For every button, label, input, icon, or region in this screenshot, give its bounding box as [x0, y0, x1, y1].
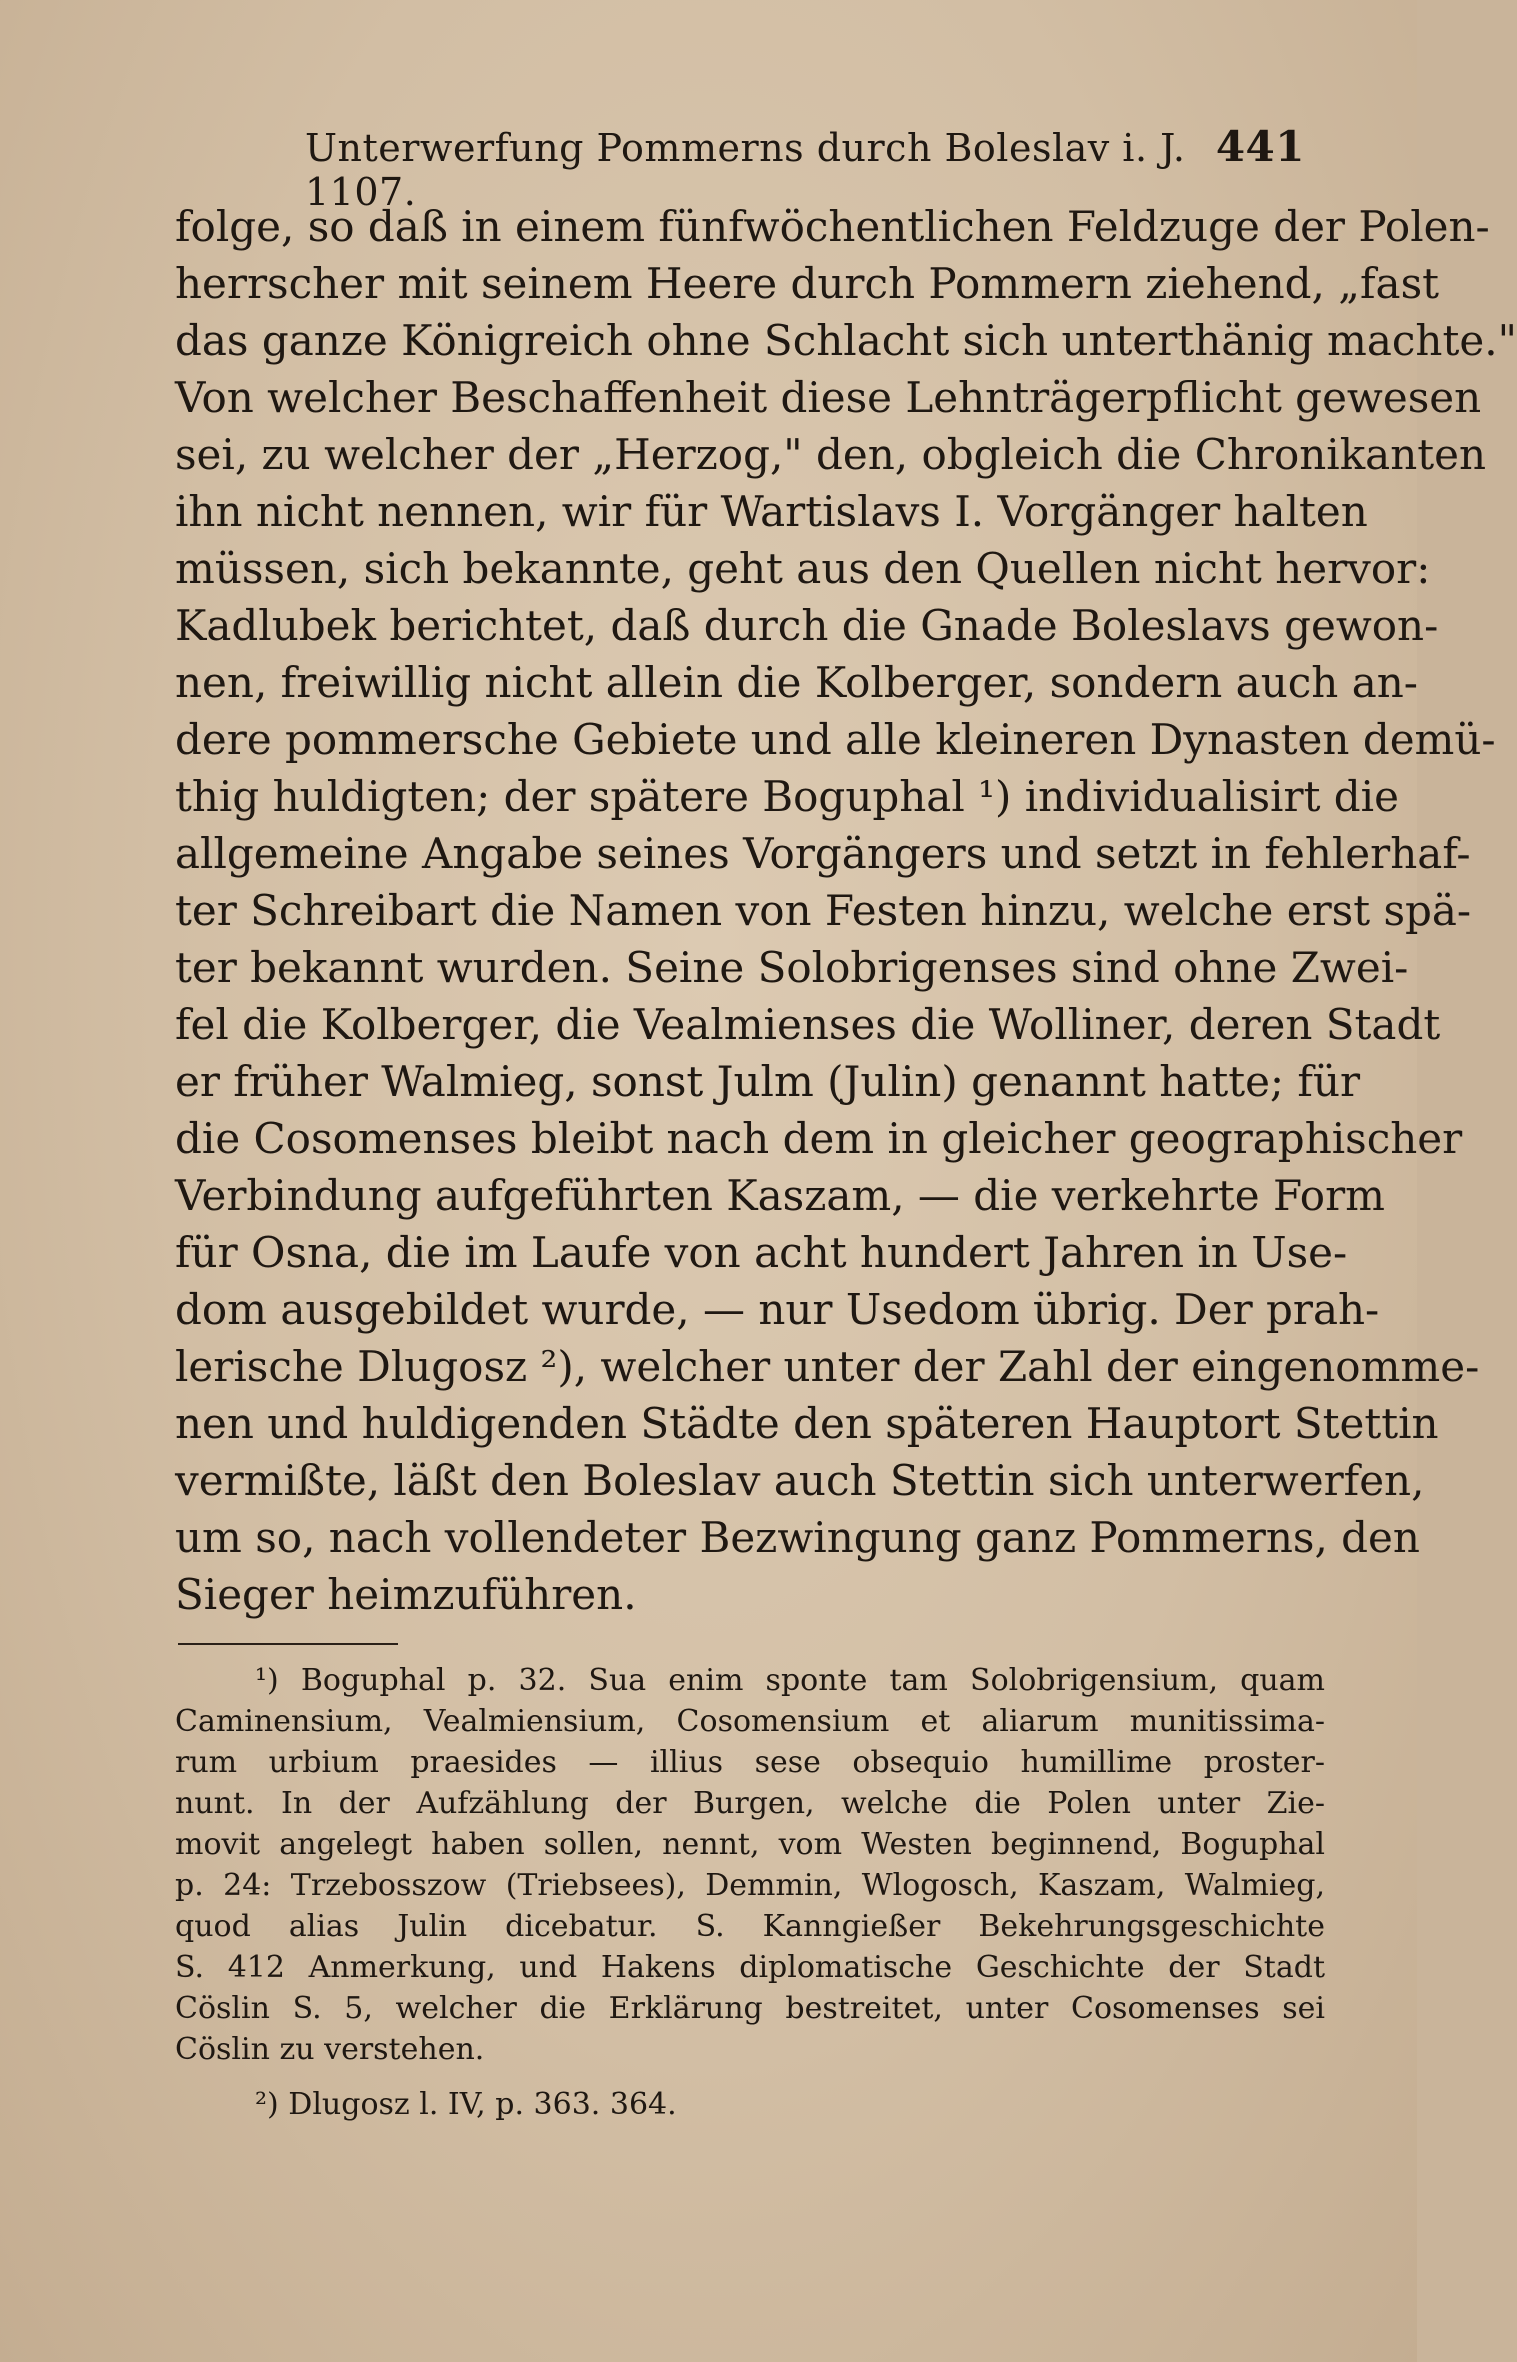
body-line: folge, so daß in einem fünfwöchentlichen Feldzuge der Polen-	[175, 202, 1490, 251]
body-line: müssen, sich bekannte, geht aus den Quellen nicht hervor:	[175, 544, 1431, 593]
body-line: Verbindung aufgeführten Kaszam, — die verkehrte Form	[175, 1171, 1385, 1220]
body-line: herrscher mit seinem Heere durch Pommern ziehend, „fast	[175, 259, 1439, 308]
body-line: fel die Kolberger, die Vealmienses die Wolliner, deren Stadt	[175, 1000, 1441, 1049]
body-line: ter bekannt wurden. Seine Solobrigenses sind ohne Zwei-	[175, 943, 1409, 992]
body-line: vermißte, läßt den Boleslav auch Stettin sich unterwerfen,	[175, 1456, 1425, 1505]
running-title: Unterwerfung Pommerns durch Boleslav i. J. 1107.	[305, 126, 1186, 214]
footnote-line: movit angelegt haben sollen, nennt, vom Westen beginnend, Boguphal	[175, 1827, 1325, 1862]
footnote-2: ²) Dlugosz l. IV, p. 363. 364.	[255, 2087, 677, 2122]
footnote-line: nunt. In der Aufzählung der Burgen, welche die Polen unter Zie-	[175, 1786, 1325, 1821]
body-line: die Cosomenses bleibt nach dem in gleicher geographischer	[175, 1114, 1463, 1163]
body-line: nen, freiwillig nicht allein die Kolberger, sondern auch an-	[175, 658, 1418, 707]
body-line: lerische Dlugosz ²), welcher unter der Zahl der eingenomme-	[175, 1342, 1480, 1391]
body-line: er früher Walmieg, sonst Julm (Julin) genannt hatte; für	[175, 1057, 1361, 1106]
body-line: Kadlubek berichtet, daß durch die Gnade Boleslavs gewon-	[175, 601, 1439, 650]
footnote-line: Cöslin zu verstehen.	[175, 2032, 485, 2067]
footnote-line: quod alias Julin dicebatur. S. Kanngießer Bekehrungsgeschichte	[175, 1909, 1325, 1944]
footnote-line: p. 24: Trzebosszow (Triebsees), Demmin, Wlogosch, Kaszam, Walmieg,	[175, 1868, 1325, 1903]
body-line: um so, nach vollendeter Bezwingung ganz Pommerns, den	[175, 1513, 1420, 1562]
body-line: ter Schreibart die Namen von Festen hinzu, welche erst spä-	[175, 886, 1472, 935]
page-number: 441	[1215, 122, 1305, 171]
footnote-1	[175, 1660, 1325, 2070]
footnote-line: ¹) Boguphal p. 32. Sua enim sponte tam Solobrigensium, quam	[255, 1663, 1325, 1698]
body-line: dom ausgebildet wurde, — nur Usedom übrig. Der prah-	[175, 1285, 1380, 1334]
footnotes	[175, 1660, 1325, 2125]
body-line: allgemeine Angabe seines Vorgängers und setzt in fehlerhaf-	[175, 829, 1471, 878]
body-line: Sieger heimzuführen.	[175, 1570, 637, 1619]
body-line: ihn nicht nennen, wir für Wartislavs I. Vorgänger halten	[175, 487, 1368, 536]
body-line: das ganze Königreich ohne Schlacht sich unterthänig machte."	[175, 316, 1517, 365]
body-line: nen und huldigenden Städte den späteren Hauptort Stettin	[175, 1399, 1439, 1448]
footnote-line: rum urbium praesides — illius sese obsequio humillime proster-	[175, 1745, 1325, 1780]
running-header	[305, 118, 1305, 214]
body-line: thig huldigten; der spätere Boguphal ¹) individualisirt die	[175, 772, 1399, 821]
body-line: für Osna, die im Laufe von acht hundert Jahren in Use-	[175, 1228, 1348, 1277]
footnote-line: S. 412 Anmerkung, und Hakens diplomatische Geschichte der Stadt	[175, 1950, 1325, 1985]
footnote-line: Caminensium, Vealmiensium, Cosomensium et aliarum munitissima-	[175, 1704, 1325, 1739]
body-line: Von welcher Beschaffenheit diese Lehnträgerpflicht gewesen	[175, 373, 1482, 422]
body-line: dere pommersche Gebiete und alle kleineren Dynasten demü-	[175, 715, 1496, 764]
body-line: sei, zu welcher der „Herzog," den, obgleich die Chronikanten	[175, 430, 1487, 479]
footnote-rule	[178, 1643, 398, 1645]
body-text	[175, 198, 1517, 1623]
footnote-line: Cöslin S. 5, welcher die Erklärung bestreitet, unter Cosomenses sei	[175, 1991, 1325, 2026]
